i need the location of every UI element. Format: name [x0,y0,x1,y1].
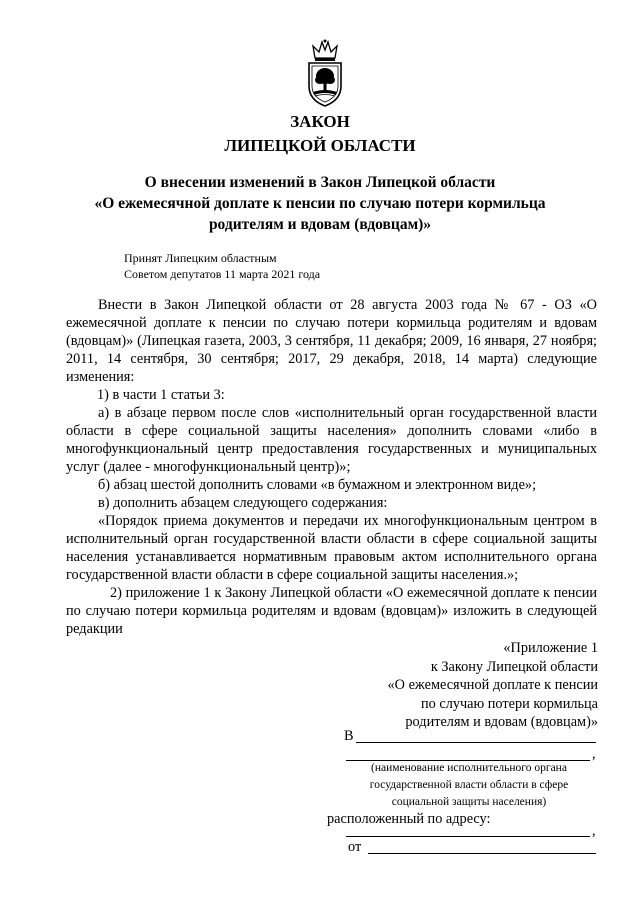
recipient-line [356,742,596,743]
address-line [346,836,590,837]
intro-paragraph: Внести в Закон Липецкой области от 28 августа 2003 года № 67 - ОЗ «О ежемесячной доплате к пенсии по случаю потери кормильца родителям и вдовам (вдовцам)» (Липецкая газета, 2003, 3 сентября, 11 декабря; 2009, 16 января, 27 ноября; 2011, 14 сентября, 30 сентября; 2017, 29 декабря, 2018, 14 марта) следующие изменения: [66,297,597,385]
adoption-note: Принят Липецким областным Советом депутатов 11 марта 2021 года [124,251,321,281]
region-title: ЛИПЕЦКОЙ ОБЛАСТИ [224,136,416,155]
appendix-header: «Приложение 1 к Закону Липецкой области «О ежемесячной доплате к пенсии по случаю потери кормильца родителям и вдовам (вдовцам)» [387,640,598,730]
item-1a: а) в абзаце первом после слов «исполнительный орган государственной власти области в сфере социальной защиты населения» дополнить словами «либо в многофункциональный центр предоставления государственных и муниципальных услуг (далее - многофункциональный центр)»; [66,405,597,475]
item-1b: б) абзац шестой дополнить словами «в бумажном и электронном виде»; [98,477,537,493]
to-label: В [344,728,354,744]
from-line [368,853,596,854]
comma-1: , [592,746,596,762]
law-body [66,296,597,638]
item-1: 1) в части 1 статьи 3: [97,387,225,403]
law-title: ЗАКОН [290,112,350,131]
address-label: расположенный по адресу: [327,811,491,827]
coat-of-arms-icon [303,38,347,108]
recipient-caption: (наименование исполнительного органа государственной власти области в сфере социальной защиты населения) [369,762,569,808]
comma-2: , [592,823,596,839]
item-2: 2) приложение 1 к Закону Липецкой области «О ежемесячной доплате к пенсии по случаю потери кормильца родителям и вдовам (вдовцам)» изложить в следующей редакции [66,585,597,637]
item-1c: в) дополнить абзацем следующего содержания: [98,495,388,511]
law-subtitle: О внесении изменений в Закон Липецкой области «О ежемесячной доплате к пенсии по случаю потери кормильца родителям и вдовам (вдовцам)» [94,174,546,233]
quoted-paragraph: «Порядок приема документов и передачи их многофункциональным центром в исполнительный орган государственной власти области в сфере социальной защиты населения устанавливается нормативным правовым актом исполнительного органа государственной власти области в сфере социальной защиты населения.»; [66,513,597,583]
from-label: от [348,839,362,855]
